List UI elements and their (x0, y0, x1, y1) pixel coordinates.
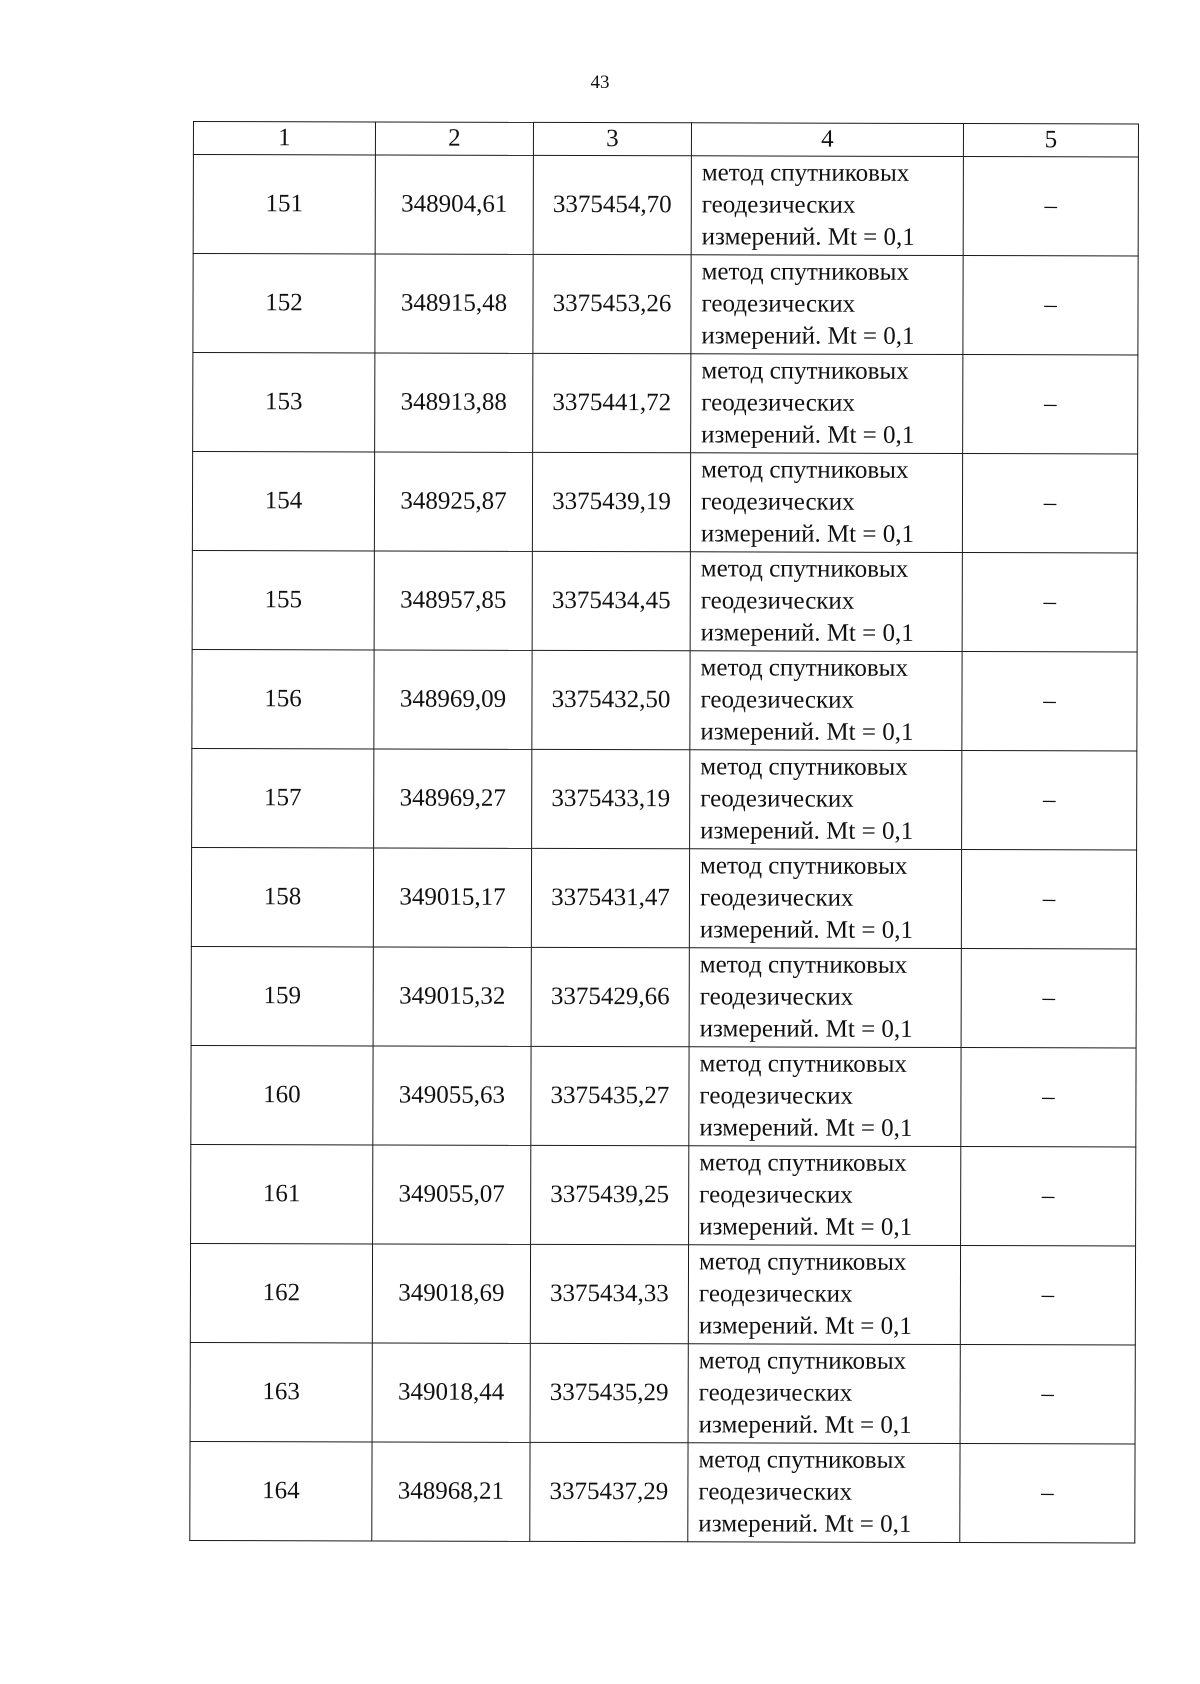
y-coordinate-cell: 3375429,66 (531, 947, 689, 1046)
point-number-cell: 153 (193, 353, 375, 452)
x-coordinate-cell: 348968,21 (372, 1442, 530, 1541)
note-cell: – (963, 256, 1138, 355)
table-row (191, 1144, 1136, 1245)
x-coordinate-cell: 349018,44 (372, 1343, 530, 1442)
table-row (193, 254, 1138, 355)
header-col-4: 4 (691, 123, 963, 157)
table-header (193, 122, 1138, 157)
y-coordinate-cell: 3375434,33 (530, 1244, 688, 1343)
method-line: метод спутниковых (700, 852, 908, 880)
x-coordinate-cell: 348904,61 (375, 155, 533, 254)
method-line: метод спутниковых (699, 951, 908, 979)
note-cell: – (960, 1246, 1135, 1345)
method-line: метод спутниковых (699, 1050, 907, 1078)
header-col-5: 5 (963, 124, 1138, 157)
method-line: измерений. Mt = 0,1 (700, 817, 914, 845)
method-cell (689, 849, 961, 949)
x-coordinate-cell: 348925,87 (374, 452, 532, 551)
header-row (193, 122, 1138, 157)
method-cell (690, 651, 962, 751)
table-row (190, 1342, 1135, 1443)
method-line: измерений. Mt = 0,1 (699, 1015, 913, 1043)
method-cell (688, 1245, 960, 1345)
method-line: измерений. Mt = 0,1 (699, 916, 913, 944)
table-row (192, 748, 1137, 849)
x-coordinate-cell: 348969,09 (374, 650, 532, 749)
method-line: геодезических (700, 785, 854, 813)
point-number-cell: 160 (191, 1045, 373, 1144)
method-line: метод спутниковых (698, 1347, 907, 1375)
point-number-cell: 156 (192, 649, 374, 748)
x-coordinate-cell: 349018,69 (372, 1244, 530, 1343)
y-coordinate-cell: 3375435,27 (531, 1046, 689, 1145)
note-cell: – (962, 751, 1137, 850)
note-cell: – (962, 652, 1137, 751)
method-line: измерений. Mt = 0,1 (698, 1312, 912, 1340)
point-number-cell: 157 (192, 748, 374, 847)
x-coordinate-cell: 348957,85 (374, 551, 532, 650)
y-coordinate-cell: 3375439,25 (531, 1145, 689, 1244)
y-coordinate-cell: 3375434,45 (532, 551, 690, 650)
header-col-1: 1 (193, 122, 375, 155)
method-line: измерений. Mt = 0,1 (700, 718, 914, 746)
method-line: метод спутниковых (701, 159, 910, 187)
table-row (192, 452, 1137, 553)
method-line: измерений. Mt = 0,1 (699, 1213, 913, 1241)
table-row (191, 946, 1136, 1047)
method-line: геодезических (700, 686, 855, 714)
method-cell (689, 948, 961, 1048)
x-coordinate-cell: 349015,17 (373, 848, 531, 947)
method-line: метод спутниковых (699, 1149, 907, 1177)
y-coordinate-cell: 3375453,26 (533, 254, 691, 353)
table-body (190, 155, 1139, 1543)
page-number: 43 (590, 72, 610, 93)
method-line: геодезических (699, 983, 854, 1011)
note-cell: – (962, 553, 1137, 652)
method-line: измерений. Mt = 0,1 (700, 619, 914, 647)
method-line: метод спутниковых (700, 555, 909, 583)
note-cell: – (960, 1345, 1135, 1444)
table-row (191, 1045, 1136, 1146)
method-line: геодезических (698, 1280, 853, 1308)
method-cell (691, 255, 963, 355)
header-col-3: 3 (533, 122, 691, 155)
x-coordinate-cell: 349015,32 (373, 947, 531, 1046)
point-number-cell: 155 (192, 550, 374, 649)
method-line: метод спутниковых (701, 258, 910, 286)
y-coordinate-cell: 3375433,19 (532, 749, 690, 848)
x-coordinate-cell: 349055,07 (373, 1145, 531, 1244)
method-line: геодезических (700, 488, 855, 516)
method-line: измерений. Mt = 0,1 (701, 223, 915, 251)
method-line: метод спутниковых (700, 753, 908, 781)
note-cell: – (963, 355, 1138, 454)
table-row (193, 353, 1138, 454)
method-line: измерений. Mt = 0,1 (701, 421, 915, 449)
method-cell (690, 552, 962, 652)
method-cell (691, 354, 963, 454)
method-line: метод спутниковых (701, 456, 909, 484)
method-line: геодезических (699, 1082, 854, 1110)
method-line: геодезических (698, 1379, 853, 1407)
y-coordinate-cell: 3375435,29 (530, 1343, 688, 1442)
note-cell: – (961, 1147, 1136, 1246)
method-cell (690, 750, 962, 850)
method-line: измерений. Mt = 0,1 (698, 1510, 912, 1538)
method-line: метод спутниковых (698, 1248, 907, 1276)
header-col-2: 2 (375, 122, 533, 155)
y-coordinate-cell: 3375454,70 (533, 155, 691, 254)
method-line: геодезических (699, 884, 854, 912)
note-cell: – (961, 949, 1136, 1048)
table-row (192, 550, 1137, 651)
y-coordinate-cell: 3375437,29 (530, 1442, 688, 1541)
point-number-cell: 159 (191, 946, 373, 1045)
table-row (192, 649, 1137, 750)
table-row (191, 847, 1136, 948)
method-cell (691, 156, 963, 256)
method-line: геодезических (699, 1181, 853, 1209)
method-line: метод спутниковых (700, 654, 909, 682)
method-line: геодезических (701, 191, 856, 219)
x-coordinate-cell: 349055,63 (373, 1046, 531, 1145)
point-number-cell: 162 (190, 1243, 372, 1342)
y-coordinate-cell: 3375431,47 (531, 848, 689, 947)
point-number-cell: 152 (193, 254, 375, 353)
x-coordinate-cell: 348913,88 (375, 353, 533, 452)
note-cell: – (962, 454, 1137, 553)
method-line: геодезических (701, 290, 856, 318)
method-cell (689, 1047, 961, 1147)
point-number-cell: 151 (193, 155, 375, 254)
table-row (193, 155, 1138, 256)
note-cell: – (960, 1444, 1135, 1543)
method-line: метод спутниковых (698, 1446, 906, 1474)
method-line: геодезических (698, 1478, 853, 1506)
method-cell (688, 1443, 960, 1543)
method-cell (690, 453, 962, 553)
method-line: измерений. Mt = 0,1 (698, 1411, 912, 1439)
method-line: измерений. Mt = 0,1 (700, 520, 915, 548)
point-number-cell: 158 (191, 847, 373, 946)
y-coordinate-cell: 3375439,19 (532, 452, 690, 551)
table-row (190, 1243, 1135, 1344)
point-number-cell: 164 (190, 1441, 372, 1540)
y-coordinate-cell: 3375432,50 (532, 650, 690, 749)
method-line: измерений. Mt = 0,1 (699, 1114, 913, 1142)
note-cell: – (961, 850, 1136, 949)
coordinates-table (189, 121, 1139, 1543)
x-coordinate-cell: 348915,48 (375, 254, 533, 353)
method-cell (688, 1344, 960, 1444)
method-line: геодезических (700, 587, 855, 615)
method-cell (689, 1146, 961, 1246)
x-coordinate-cell: 348969,27 (374, 749, 532, 848)
y-coordinate-cell: 3375441,72 (533, 353, 691, 452)
table-row (190, 1441, 1135, 1542)
point-number-cell: 163 (190, 1342, 372, 1441)
point-number-cell: 161 (191, 1144, 373, 1243)
method-line: метод спутниковых (701, 357, 909, 385)
note-cell: – (961, 1048, 1136, 1147)
method-line: измерений. Mt = 0,1 (701, 322, 915, 350)
point-number-cell: 154 (192, 452, 374, 551)
note-cell: – (963, 157, 1138, 256)
method-line: геодезических (701, 389, 855, 417)
